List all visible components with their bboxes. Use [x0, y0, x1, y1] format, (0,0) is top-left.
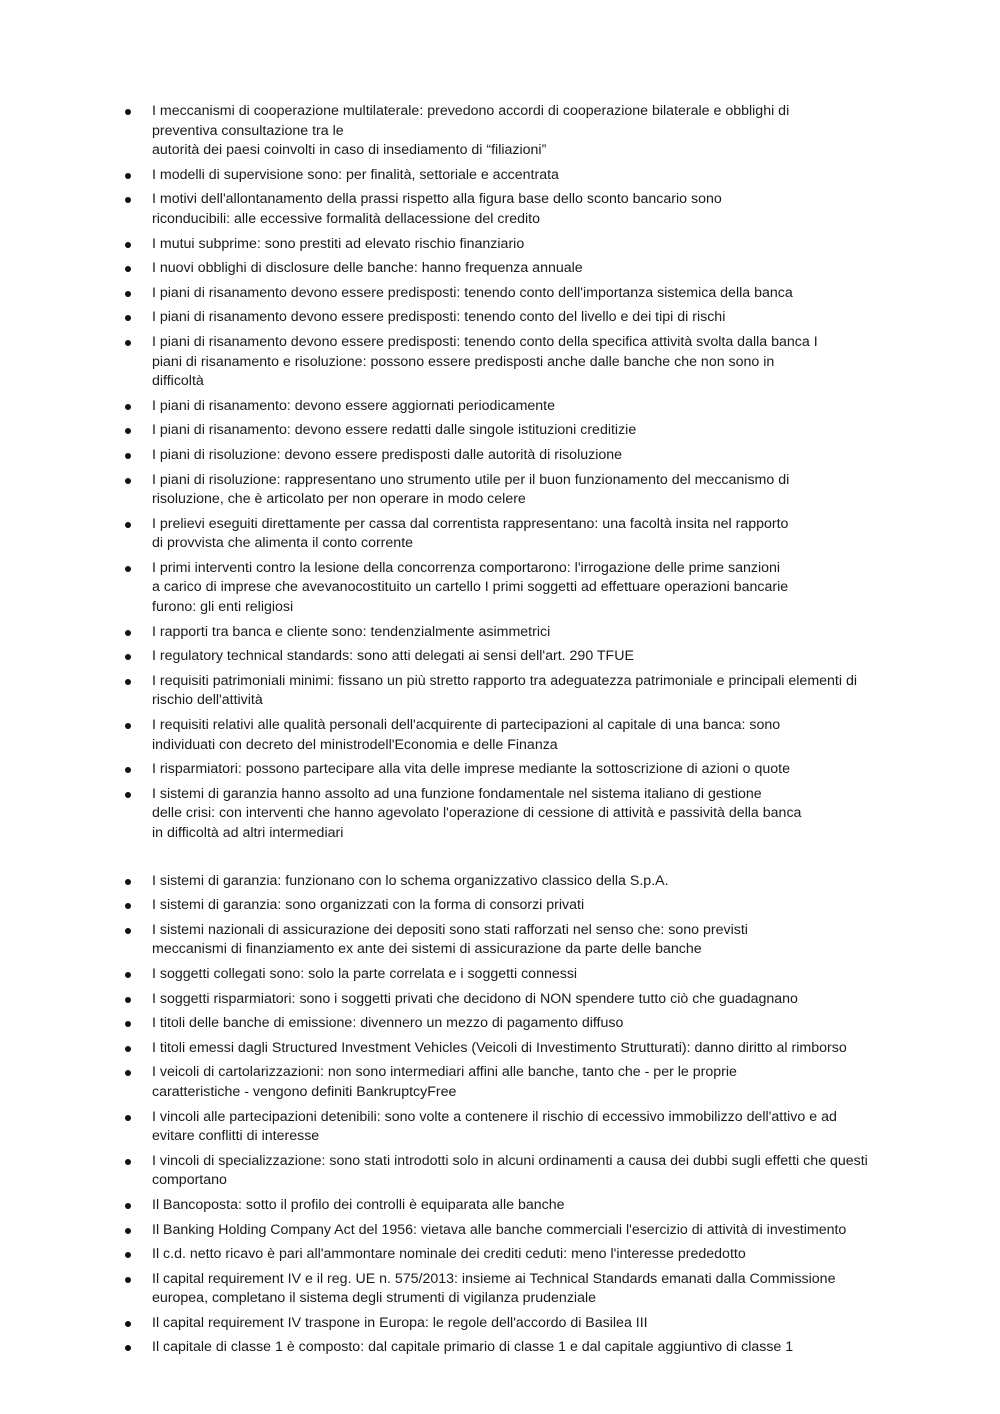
- list-item-text: I piani di risanamento devono essere predisposti: tenendo conto dell'importanza sistemica della banca: [152, 284, 793, 301]
- list-item-text: I piani di risoluzione: rappresentano uno strumento utile per il buon funzionamento del meccanismo di risoluzione, che è articolato per non operare in modo celere: [152, 471, 790, 508]
- list-item-text: I piani di risoluzione: devono essere predisposti dalle autorità di risoluzione: [152, 446, 623, 463]
- list-item: [120, 333, 920, 392]
- bullet-icon: [125, 723, 131, 729]
- list-item-text: I sistemi di garanzia: sono organizzati con la forma di consorzi privati: [152, 897, 585, 914]
- list-item: [120, 785, 920, 844]
- list-item-text: I veicoli di cartolarizzazioni: non sono intermediari affini alle banche, tanto che - per le proprie caratteristiche - vengono definiti BankruptcyFree: [152, 1064, 737, 1100]
- list-item: [120, 896, 920, 916]
- list-item: [120, 1152, 920, 1191]
- list-item: [120, 672, 920, 711]
- bullet-icon: [125, 315, 131, 321]
- list-item-text: Il capitale di classe 1 è composto: dal capitale primario di classe 1 e dal capitale aggiuntivo di classe 1: [152, 1339, 794, 1356]
- bullet-icon: [125, 173, 131, 179]
- bullet-icon: [125, 453, 131, 459]
- bullet-icon: [125, 654, 131, 660]
- bullet-icon: [125, 1046, 131, 1052]
- bullet-icon: [125, 1228, 131, 1234]
- list-item-text: I vincoli alle partecipazioni detenibili: sono volte a contenere il rischio di eccessivo immobilizzo dell'attivo e ad evitare conflitti di interesse: [152, 1108, 837, 1145]
- list-item: [120, 1108, 920, 1147]
- list-item-text: I risparmiatori: possono partecipare alla vita delle imprese mediante la sottoscrizione di azioni o quote: [152, 761, 790, 778]
- list-item: [120, 921, 920, 960]
- list-item: [120, 515, 920, 554]
- list-item-text: Il Bancoposta: sotto il profilo dei controlli è equiparata alle banche: [152, 1196, 565, 1213]
- list-item-text: I piani di risanamento devono essere predisposti: tenendo conto del livello e dei tipi di rischi: [152, 309, 726, 326]
- bullet-icon: [125, 291, 131, 297]
- list-item-text: I prelievi eseguiti direttamente per cassa dal correntista rappresentano: una facoltà insita nel rapporto di provvista che alimenta il conto corrente: [152, 515, 789, 552]
- list-item: [120, 397, 920, 417]
- bullet-icon: [125, 972, 131, 978]
- bullet-icon: [125, 679, 131, 685]
- list-item: [120, 559, 920, 618]
- list-item-text: I primi interventi contro la lesione della concorrenza comportarono: l'irrogazione delle prime sanzioni a carico di imprese che avevanocostituito un cartello I primi soggetti ad effettuare operazioni bancarie furono: gli enti religiosi: [152, 559, 789, 616]
- bullet-icon: [125, 478, 131, 484]
- bullet-icon: [125, 792, 131, 798]
- list-item-text: I regulatory technical standards: sono atti delegati ai sensi dell'art. 290 TFUE: [152, 648, 634, 665]
- list-item-text: I nuovi obblighi di disclosure delle banche: hanno frequenza annuale: [152, 260, 583, 277]
- bullet-icon: [125, 928, 131, 934]
- bullet-icon: [125, 522, 131, 528]
- list-item: [120, 102, 920, 161]
- bullet-icon: [125, 428, 131, 434]
- list-item-text: I soggetti collegati sono: solo la parte correlata e i soggetti connessi: [152, 965, 578, 982]
- bullet-icon: [125, 197, 131, 203]
- bullet-icon: [125, 997, 131, 1003]
- list-item: [120, 471, 920, 510]
- list-item: [120, 623, 920, 643]
- list-item: [120, 1039, 920, 1059]
- bullet-icon: [125, 1321, 131, 1327]
- bullet-icon: [125, 404, 131, 410]
- list-item-text: I soggetti risparmiatori: sono i soggetti privati che decidono di NON spendere tutto ciò che guadagnano: [152, 990, 798, 1007]
- bullet-list: [120, 102, 920, 1363]
- list-item-text: I piani di risanamento: devono essere aggiornati periodicamente: [152, 397, 556, 414]
- list-item: [120, 716, 920, 755]
- list-item: [120, 284, 920, 304]
- bullet-icon: [125, 1203, 131, 1209]
- bullet-icon: [125, 1277, 131, 1283]
- list-item: [120, 760, 920, 780]
- list-item: [120, 990, 920, 1010]
- list-item: [120, 965, 920, 985]
- bullet-icon: [125, 767, 131, 773]
- list-item-text: Il Banking Holding Company Act del 1956: vietava alle banche commerciali l'esercizio di attività di investimento: [152, 1221, 847, 1238]
- list-item: [120, 1338, 920, 1358]
- list-item: [120, 259, 920, 279]
- bullet-icon: [125, 1345, 131, 1351]
- bullet-icon: [125, 242, 131, 248]
- bullet-icon: [125, 1070, 131, 1076]
- list-item-text: I titoli delle banche di emissione: divennero un mezzo di pagamento diffuso: [152, 1015, 624, 1032]
- bullet-icon: [125, 566, 131, 572]
- list-item-text: I sistemi di garanzia: funzionano con lo schema organizzativo classico della S.p.A.: [152, 872, 669, 889]
- bullet-icon: [125, 109, 131, 115]
- list-item: [120, 1314, 920, 1334]
- list-item: [120, 1270, 920, 1309]
- list-item: [120, 235, 920, 255]
- list-item-text: I titoli emessi dagli Structured Investment Vehicles (Veicoli di Investimento Strutturati): danno diritto al rimborso: [152, 1039, 847, 1056]
- list-item: [120, 647, 920, 667]
- list-item-text: I sistemi di garanzia hanno assolto ad una funzione fondamentale nel sistema italiano di gestione delle crisi: con interventi che hanno agevolato l'operazione di cessione di attività e passività della banca in difficoltà ad altri intermediari: [152, 785, 802, 841]
- list-item-text: I sistemi nazionali di assicurazione dei depositi sono stati rafforzati nel senso che: sono previsti meccanismi di finanziamento ex ante dei sistemi di assicurazione da parte delle banche: [152, 921, 748, 958]
- list-item-text: I requisiti relativi alle qualità personali dell'acquirente di partecipazioni al capitale di una banca: sono individuati con decreto del ministrodell'Economia e delle Finanza: [152, 717, 781, 753]
- list-item-text: I piani di risanamento: devono essere redatti dalle singole istituzioni creditizie: [152, 422, 637, 439]
- bullet-icon: [125, 903, 131, 909]
- bullet-icon: [125, 630, 131, 636]
- bullet-icon: [125, 1115, 131, 1121]
- list-item-text: I modelli di supervisione sono: per finalità, settoriale e accentrata: [152, 166, 559, 183]
- bullet-icon: [125, 1159, 131, 1165]
- bullet-icon: [125, 266, 131, 272]
- list-item-text: I rapporti tra banca e cliente sono: tendenzialmente asimmetrici: [152, 623, 551, 640]
- bullet-icon: [125, 879, 131, 885]
- list-item: [120, 1063, 920, 1102]
- list-item-text: Il c.d. netto ricavo è pari all'ammontare nominale dei crediti ceduti: meno l'interesse prededotto: [152, 1246, 746, 1263]
- list-item-text: Il capital requirement IV traspone in Europa: le regole dell'accordo di Basilea III: [152, 1314, 648, 1331]
- list-item: [120, 1196, 920, 1216]
- list-item-text: I vincoli di specializzazione: sono stati introdotti solo in alcuni ordinamenti a causa dei dubbi sugli effetti che questi comportano: [152, 1152, 868, 1189]
- bullet-icon: [125, 1252, 131, 1258]
- list-item-text: I motivi dell'allontanamento della prassi rispetto alla figura base dello sconto bancario sono riconducibili: alle eccessive formalità dellacessione del credito: [152, 191, 722, 227]
- list-item: [120, 1245, 920, 1265]
- list-item-text: Il capital requirement IV e il reg. UE n. 575/2013: insieme ai Technical Standards emanati dalla Commissione europea, completano il sistema degli strumenti di vigilanza prudenziale: [152, 1270, 836, 1307]
- bullet-icon: [125, 1021, 131, 1027]
- list-item-text: I meccanismi di cooperazione multilaterale: prevedono accordi di cooperazione bilaterale e obblighi di preventiva consultazione tra le autorità dei paesi coinvolti in caso di insediamento di “filiazioni”: [152, 103, 790, 159]
- list-item: [120, 308, 920, 328]
- list-item-text: I piani di risanamento devono essere predisposti: tenendo conto della specifica attività svolta dalla banca I piani di risanamento e risoluzione: possono essere predisposti anche dalle banche che non sono in difficoltà: [152, 333, 818, 390]
- bullet-icon: [125, 340, 131, 346]
- list-item: [120, 1221, 920, 1241]
- list-item: [120, 872, 920, 892]
- list-item-text: I mutui subprime: sono prestiti ad elevato rischio finanziario: [152, 235, 525, 252]
- list-item: [120, 166, 920, 186]
- list-item: [120, 446, 920, 466]
- list-item: [120, 190, 920, 229]
- list-item-text: I requisiti patrimoniali minimi: fissano un più stretto rapporto tra adeguatezza patrimoniale e principali elementi di rischio dell'attività: [152, 672, 857, 709]
- list-item: [120, 421, 920, 441]
- list-item: [120, 1014, 920, 1034]
